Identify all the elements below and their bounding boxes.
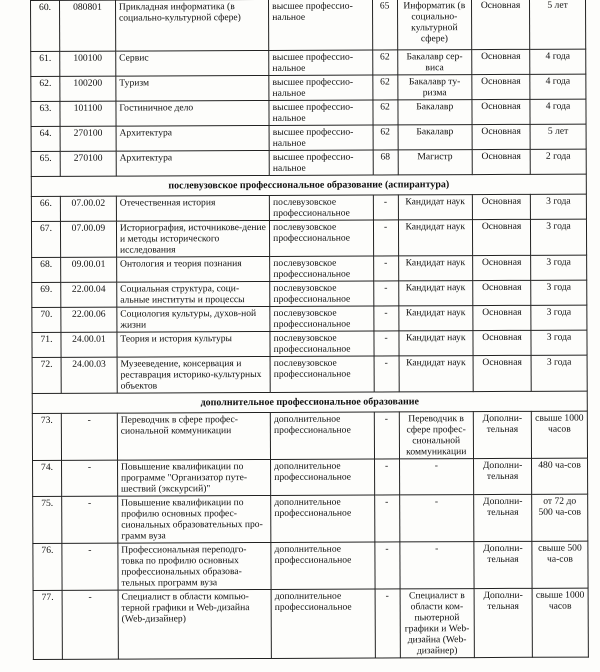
qualification-cell: Кандидат наук	[399, 356, 474, 392]
study-term-cell: 5 лет	[530, 0, 586, 49]
qualification-code-cell: -	[374, 356, 399, 392]
table-row	[32, 355, 587, 393]
qualification-code-cell: 62	[372, 75, 397, 100]
table-row	[31, 0, 586, 51]
specialty-name-cell: Социология культуры, духов-ной жизни	[117, 306, 270, 332]
table-row	[32, 305, 587, 332]
program-type-cell: Дополни-тельная	[474, 588, 532, 657]
education-level-cell: послевузовское профессиональное	[270, 356, 374, 392]
qualification-cell: Бакалавр	[397, 100, 472, 125]
study-term-cell: 3 года	[531, 305, 587, 330]
specialty-name-cell: Сервис	[116, 50, 269, 76]
education-level-cell: дополнительное профессиональное	[270, 412, 374, 459]
specialty-name-cell: Архитектура	[116, 125, 269, 151]
specialty-name-cell: Повышение квалификации по профилю основных профес-сиональных образовательных про-грамм вуза	[118, 495, 271, 543]
education-level-cell: дополнительное профессиональное	[271, 495, 375, 542]
specialty-name-cell: Отечественная история	[116, 195, 269, 221]
row-number-cell: 63.	[31, 101, 60, 126]
qualification-code-cell: -	[375, 589, 400, 658]
specialty-name-cell: Архитектура	[116, 150, 269, 176]
program-type-cell: Основная	[472, 49, 530, 74]
qualification-code-cell: -	[373, 220, 398, 256]
study-term-cell: 3 года	[530, 194, 586, 219]
qualification-cell: Бакалавр	[398, 125, 473, 150]
specialty-code-cell: -	[61, 460, 117, 496]
qualification-code-cell: -	[373, 306, 398, 331]
table-row	[31, 49, 586, 76]
specialty-code-cell: 07.00.02	[60, 196, 116, 221]
qualification-code-cell: -	[375, 542, 400, 589]
qualification-cell: Кандидат наук	[398, 220, 473, 256]
specialty-name-cell: Онтология и теория познания	[117, 256, 270, 282]
row-number-cell: 65.	[31, 151, 60, 176]
study-term-cell: 4 года	[530, 49, 586, 74]
qualification-cell: Кандидат наук	[398, 281, 473, 306]
education-level-cell: высшее профессио-нальное	[269, 150, 373, 175]
education-level-cell: высшее профессио-нальное	[269, 50, 373, 75]
row-number-cell: 60.	[31, 0, 60, 51]
qualification-cell: Бакалавр ту-ризма	[397, 75, 472, 100]
education-level-cell: высшее профессио-нальное	[269, 0, 373, 50]
program-type-cell: Основная	[473, 280, 531, 305]
specialty-code-cell: 22.00.06	[61, 307, 117, 332]
row-number-cell: 72.	[32, 357, 61, 393]
qualification-cell: Кандидат наук	[398, 256, 473, 281]
education-level-cell: послевузовское профессиональное	[269, 195, 373, 220]
program-type-cell: Дополни-тельная	[474, 458, 532, 494]
program-type-cell: Основная	[473, 305, 531, 330]
specialty-code-cell: 07.00.09	[60, 221, 116, 257]
specialty-name-cell: Историография, источникове-дение и методы исторического исследования	[116, 220, 269, 257]
row-number-cell: 69.	[32, 282, 61, 307]
section-title: дополнительное профессиональное образование	[32, 391, 587, 413]
program-type-cell: Основная	[473, 219, 531, 255]
qualification-cell: Кандидат наук	[398, 306, 473, 331]
education-level-cell: послевузовское профессиональное	[270, 220, 374, 256]
section-title: послевузовское профессиональное образование (аспирантура)	[31, 174, 586, 196]
program-type-cell: Основная	[472, 194, 530, 219]
row-number-cell: 68.	[32, 257, 61, 282]
table-row	[31, 219, 586, 257]
specialty-code-cell: 101100	[60, 101, 116, 126]
study-term-cell: 3 года	[531, 330, 587, 355]
section-header-row	[32, 391, 587, 413]
qualification-code-cell: 62	[373, 125, 398, 150]
programs-table	[30, 0, 589, 660]
study-term-cell: 2 года	[530, 149, 586, 174]
education-level-cell: высшее профессио-нальное	[269, 75, 373, 100]
specialty-code-cell: 24.00.03	[61, 357, 117, 393]
qualification-cell: Информатик (в социально-культурной сфере)	[397, 0, 472, 50]
specialty-name-cell: Социальная структура, соци-альные институты и процессы	[117, 281, 270, 307]
table-row	[33, 588, 588, 659]
specialty-name-cell: Повышение квалификации по программе "Организатор путе-шествий (экскурсий)"	[117, 459, 270, 496]
program-type-cell: Основная	[472, 149, 530, 174]
table-row	[32, 255, 587, 282]
program-type-cell: Дополни-тельная	[473, 411, 531, 458]
education-level-cell: послевузовское профессиональное	[270, 306, 374, 331]
qualification-code-cell: 65	[372, 0, 397, 50]
specialty-code-cell: 080801	[59, 0, 115, 51]
specialty-code-cell: 100100	[60, 51, 116, 76]
specialty-name-cell: Теория и история культуры	[117, 331, 270, 357]
study-term-cell: 5 лет	[530, 124, 586, 149]
qualification-code-cell: -	[373, 256, 398, 281]
education-level-cell: дополнительное профессиональное	[271, 459, 375, 495]
study-term-cell: 3 года	[531, 255, 587, 280]
specialty-code-cell: -	[62, 496, 118, 543]
qualification-code-cell: 62	[372, 50, 397, 75]
program-type-cell: Основная	[473, 255, 531, 280]
qualification-cell: Кандидат наук	[398, 195, 473, 220]
specialty-code-cell: -	[61, 413, 117, 460]
program-type-cell: Основная	[472, 124, 530, 149]
table-row	[33, 494, 588, 543]
program-type-cell: Дополни-тельная	[474, 541, 532, 588]
table-body	[31, 0, 589, 659]
table-row	[33, 458, 588, 496]
study-term-cell: от 72 до 500 ча-сов	[532, 494, 588, 541]
specialty-code-cell: 22.00.04	[61, 282, 117, 307]
specialty-name-cell: Гостиничное дело	[116, 100, 269, 126]
section-header-row	[31, 174, 586, 196]
program-type-cell: Основная	[473, 355, 531, 391]
education-level-cell: послевузовское профессиональное	[270, 281, 374, 306]
table-row	[31, 99, 586, 126]
row-number-cell: 73.	[32, 413, 61, 460]
specialty-code-cell: 270100	[60, 126, 116, 151]
qualification-code-cell: -	[373, 195, 398, 220]
table-row	[31, 124, 586, 151]
qualification-cell: Переводчик в сфере профес-сиональной коммуникации	[399, 412, 474, 459]
specialty-name-cell: Переводчик в сфере профес-сиональной коммуникации	[117, 412, 270, 460]
specialty-code-cell: -	[62, 590, 118, 659]
document-page	[30, 0, 589, 672]
study-term-cell: 480 ча-сов	[532, 458, 588, 494]
specialty-code-cell: 24.00.01	[61, 332, 117, 357]
row-number-cell: 61.	[31, 51, 60, 76]
qualification-code-cell: -	[374, 412, 399, 459]
row-number-cell: 70.	[32, 307, 61, 332]
education-level-cell: высшее профессио-нальное	[269, 100, 373, 125]
specialty-name-cell: Специалист в области компью-терной графики и Web-дизайна (Web-дизайнер)	[118, 589, 272, 659]
specialty-code-cell: -	[62, 543, 118, 590]
table-row	[31, 194, 586, 221]
qualification-code-cell: -	[373, 281, 398, 306]
study-term-cell: свыше 1000 часов	[531, 411, 587, 458]
table-row	[31, 149, 586, 176]
program-type-cell: Основная	[472, 0, 530, 50]
qualification-cell: -	[399, 542, 474, 589]
specialty-code-cell: 270100	[60, 151, 116, 176]
row-number-cell: 64.	[31, 126, 60, 151]
program-type-cell: Основная	[473, 330, 531, 355]
table-row	[32, 280, 587, 307]
qualification-cell: Специалист в области ком-пьютерной графики и Web-дизайна (Web-дизайнер)	[400, 589, 475, 658]
study-term-cell: свыше 1000 часов	[532, 588, 588, 657]
qualification-cell: -	[399, 459, 474, 495]
study-term-cell: свыше 500 ча-сов	[532, 541, 588, 588]
row-number-cell: 76.	[33, 543, 62, 590]
specialty-code-cell: 09.00.01	[61, 257, 117, 282]
study-term-cell: 3 года	[531, 355, 587, 391]
study-term-cell: 4 года	[530, 99, 586, 124]
study-term-cell: 4 года	[530, 74, 586, 99]
qualification-cell: Магистр	[398, 150, 473, 175]
qualification-cell: Кандидат наук	[398, 331, 473, 356]
row-number-cell: 66.	[31, 196, 60, 221]
education-level-cell: послевузовское профессиональное	[270, 256, 374, 281]
qualification-code-cell: 68	[373, 150, 398, 175]
row-number-cell: 67.	[31, 221, 60, 257]
qualification-code-cell: 62	[373, 100, 398, 125]
education-level-cell: дополнительное профессиональное	[271, 589, 375, 658]
study-term-cell: 3 года	[530, 219, 586, 255]
specialty-name-cell: Музееведение, консервация и реставрация историко-культурных объектов	[117, 356, 270, 393]
program-type-cell: Основная	[472, 74, 530, 99]
qualification-code-cell: -	[374, 331, 399, 356]
specialty-name-cell: Туризм	[116, 75, 269, 101]
education-level-cell: дополнительное профессиональное	[271, 542, 375, 589]
specialty-name-cell: Профессиональная переподго-товка по профилю основных профессиональных образова-тельных программ вуза	[118, 542, 271, 590]
qualification-cell: Бакалавр сер-виса	[397, 50, 472, 75]
row-number-cell: 71.	[32, 332, 61, 357]
specialty-name-cell: Прикладная информатика (в социально-культурной сфере)	[115, 0, 268, 51]
table-row	[32, 330, 587, 357]
program-type-cell: Основная	[472, 99, 530, 124]
row-number-cell: 77.	[33, 590, 62, 659]
table-row	[33, 541, 588, 590]
table-row	[32, 411, 587, 460]
row-number-cell: 75.	[33, 496, 62, 543]
education-level-cell: высшее профессио-нальное	[269, 125, 373, 150]
row-number-cell: 62.	[31, 76, 60, 101]
program-type-cell: Дополни-тельная	[474, 494, 532, 541]
qualification-code-cell: -	[374, 495, 399, 542]
qualification-cell: -	[399, 495, 474, 542]
qualification-code-cell: -	[374, 459, 399, 495]
education-level-cell: послевузовское профессиональное	[270, 331, 374, 356]
specialty-code-cell: 100200	[60, 76, 116, 101]
study-term-cell: 3 года	[531, 280, 587, 305]
row-number-cell: 74.	[33, 460, 62, 496]
table-row	[31, 74, 586, 101]
